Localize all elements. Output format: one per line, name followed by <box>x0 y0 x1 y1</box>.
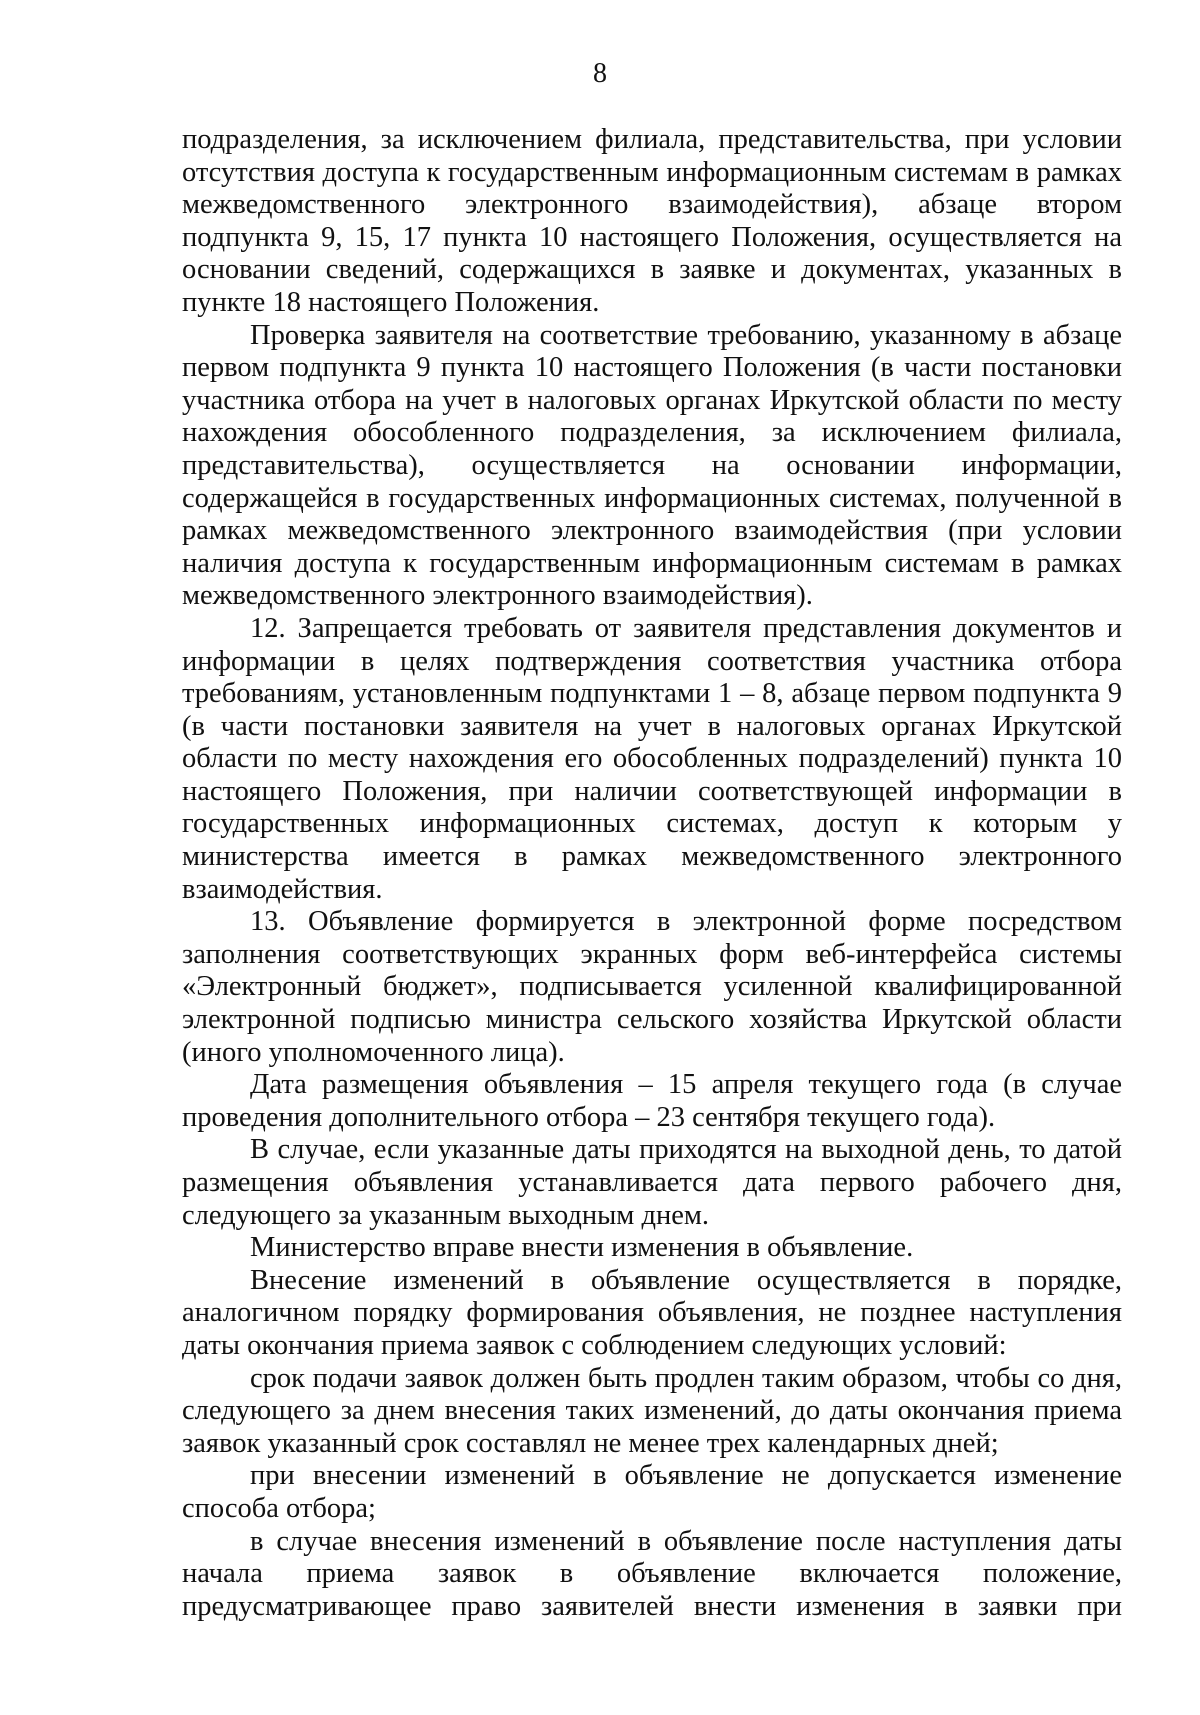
paragraph-ministry-right: Министерство вправе внести изменения в объявление. <box>250 1232 914 1264</box>
paragraph-changes-procedure: Внесение изменений в объявление осуществляется в порядке, аналогичном порядку формирования объявления, не позднее наступления даты окончания приема заявок с соблюдением следующих условий: <box>182 1264 1122 1361</box>
paragraph-applicant-check: Проверка заявителя на соответствие требованию, указанному в абзаце первом подпункта 9 пункта 10 настоящего Положения (в части постановки участника отбора на учет в налоговых органах Иркутской области по месту нахождения обособленного подразделения, за исключением филиала, представительства), осуществляется на основании информации, содержащейся в государственных информационных системах, полученной в рамках межведомственного электронного взаимодействия (при условии наличия доступа к государственным информационным системам в рамках межведомственного электронного взаимодействия). <box>182 319 1122 612</box>
page-number: 8 <box>593 58 607 89</box>
paragraph-condition-method: при внесении изменений в объявление не допускается изменение способа отбора; <box>182 1460 1122 1524</box>
paragraph-continuation: подразделения, за исключением филиала, представительства, при условии отсутствия доступа к государственным информационным системам в рамках межведомственного электронного взаимодействия), абзаце втором подпункта 9, 15, 17 пункта 10 настоящего Положения, осуществляется на основании сведений, содержащихся в заявке и документах, указанных в пункте 18 настоящего Положения. <box>182 124 1122 318</box>
paragraph-announcement-date: Дата размещения объявления – 15 апреля текущего года (в случае проведения дополнительного отбора – 23 сентября текущего года). <box>182 1069 1122 1133</box>
paragraph-item-13: 13. Объявление формируется в электронной форме посредством заполнения соответствующих экранных форм веб-интерфейса системы «Электронный бюджет», подписывается усиленной квалифицированной электронной подписью министра сельского хозяйства Иркутской области (иного уполномоченного лица). <box>182 906 1122 1068</box>
paragraph-item-12: 12. Запрещается требовать от заявителя представления документов и информации в целях подтверждения соответствия участника отбора требованиям, установленным подпунктами 1 – 8, абзаце первом подпункта 9 (в части постановки заявителя на учет в налоговых органах Иркутской области по месту нахождения его обособленных подразделений) пункта 10 настоящего Положения, при наличии соответствующей информации в государственных информационных системах, доступ к которым у министерства имеется в рамках межведомственного электронного взаимодействия. <box>182 612 1122 905</box>
document-body <box>182 124 1122 1623</box>
paragraph-weekend-rule: В случае, если указанные даты приходятся на выходной день, то датой размещения объявления устанавливается дата первого рабочего дня, следующего за указанным выходным днем. <box>182 1134 1122 1231</box>
paragraph-condition-after-start: в случае внесения изменений в объявление после наступления даты начала приема заявок в объявление включается положение, предусматривающее право заявителей внести изменения в заявки при <box>182 1525 1122 1622</box>
paragraph-condition-deadline: срок подачи заявок должен быть продлен таким образом, чтобы со дня, следующего за днем внесения таких изменений, до даты окончания приема заявок указанный срок составлял не менее трех календарных дней; <box>182 1362 1122 1459</box>
